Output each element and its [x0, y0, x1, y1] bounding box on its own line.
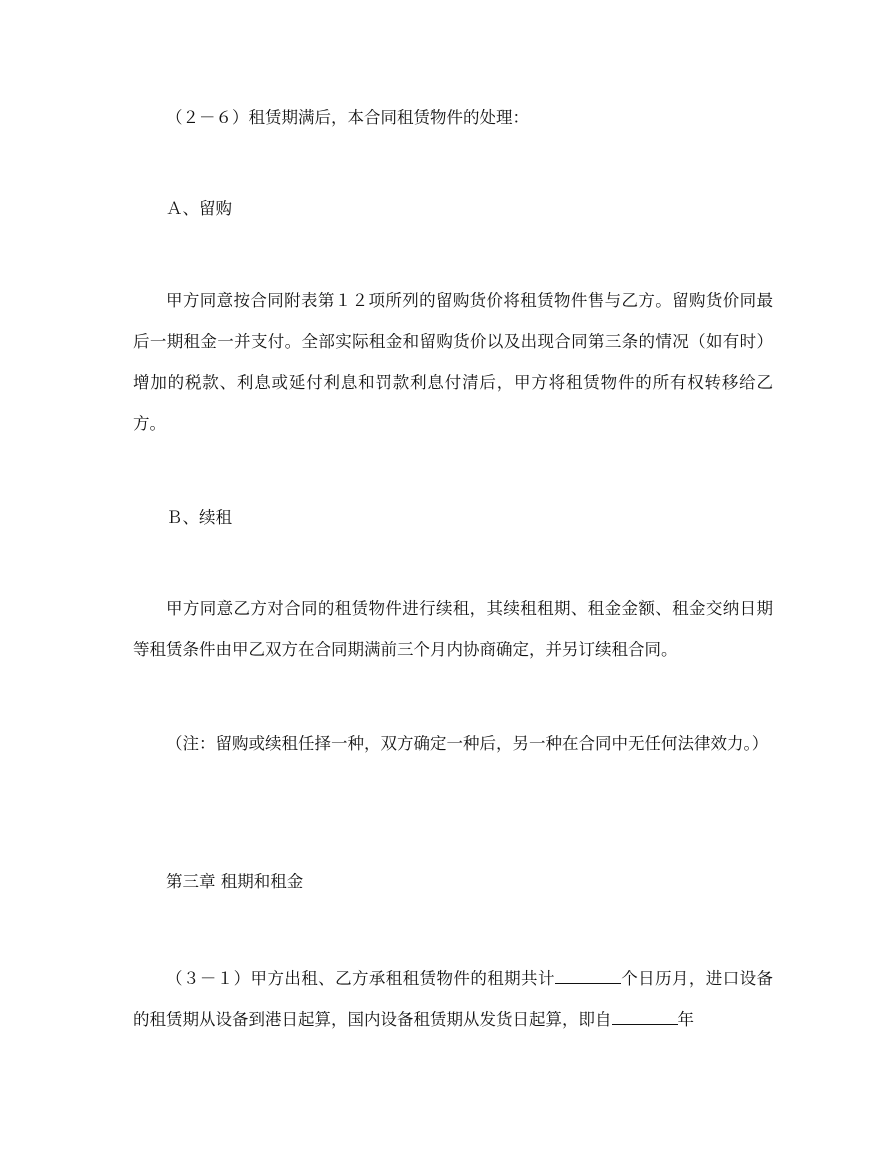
clause-3-1-text-1: （３－１）甲方出租、乙方承租租赁物件的租期共计 [166, 969, 555, 988]
option-b-body: 甲方同意乙方对合同的租赁物件进行续租，其续租租期、租金金额、租金交纳日期等租赁条件由甲乙双方在合同期满前三个月内协商确定，并另订续租合同。 [133, 599, 773, 659]
clause-3-1-text-3: 年 [677, 1010, 694, 1029]
lease-months-blank[interactable] [555, 969, 621, 984]
start-year-blank[interactable] [612, 1010, 678, 1025]
chapter-3-title: 第三章 租期和租金 [166, 872, 304, 891]
option-a-body: 甲方同意按合同附表第１２项所列的留购货价将租赁物件售与乙方。留购货价同最后一期租金一并支付。全部实际租金和留购货价以及出现合同第三条的情况（如有时）增加的税款、利息或延付利息和罚款利息付清后，甲方将租赁物件的所有权转移给乙方。 [133, 291, 773, 433]
note-paragraph: （注：留购或续租任择一种，双方确定一种后，另一种在合同中无任何法律效力。） [166, 734, 769, 753]
option-b-heading: Ｂ、续租 [166, 508, 232, 527]
option-a-heading: Ａ、留购 [166, 199, 232, 218]
clause-3-1-body [133, 958, 773, 1040]
clause-3-1-text-2: 个日历月，进口设备的租赁期从设备到港日起算，国内设备租赁期从发货日起算，即自 [133, 969, 773, 1029]
clause-2-6-heading: （２－６）租赁期满后，本合同租赁物件的处理： [166, 108, 529, 127]
